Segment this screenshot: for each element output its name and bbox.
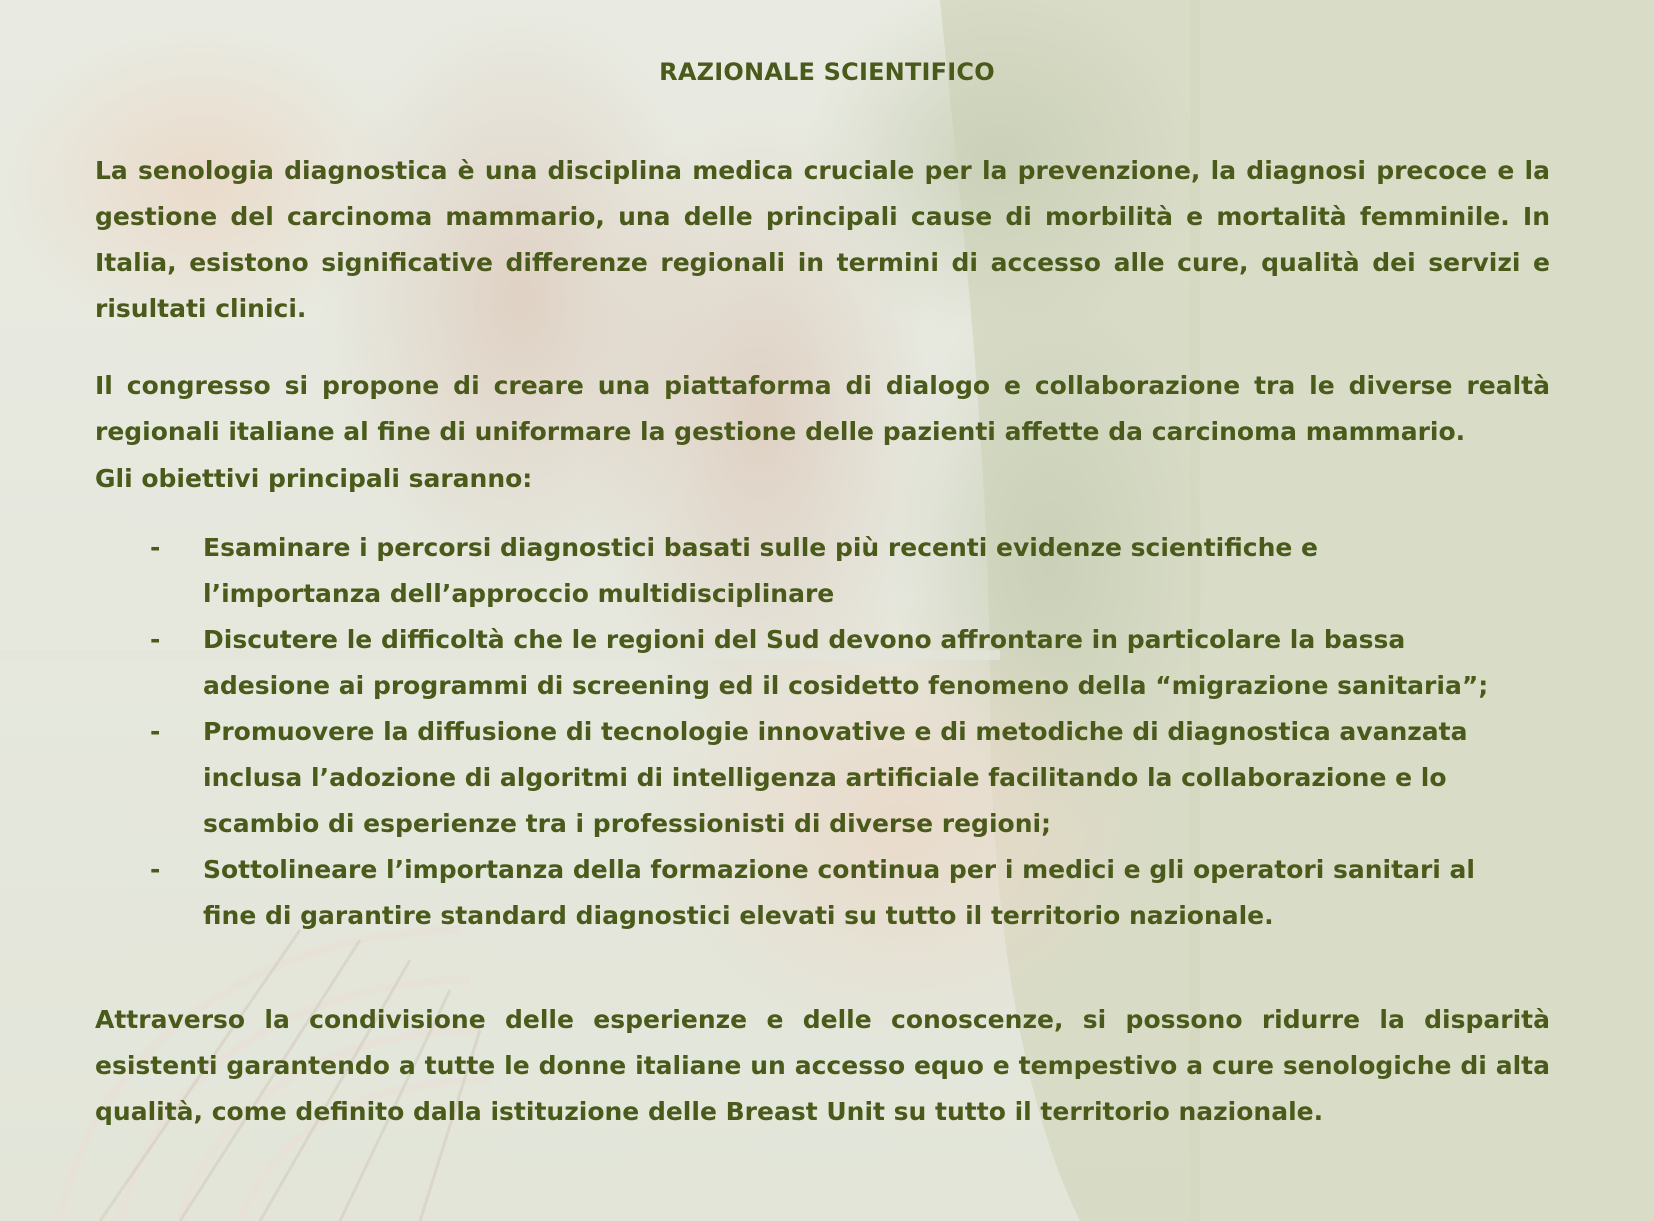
list-item-text: Promuovere la diffusione di tecnologie innovative e di metodiche di diagnostica avanzata inclusa l’adozione di algoritmi di intelligenza artificiale facilitando la collaborazione e lo scambio di esperienze tra i professionisti di diverse regioni;	[203, 717, 1468, 838]
list-item-text: Discutere le difficoltà che le regioni del Sud devono affrontare in particolare la bassa adesione ai programmi di screening ed il cosidetto fenomeno della “migrazione sanitaria”;	[203, 625, 1489, 700]
objectives-list	[95, 525, 1495, 939]
list-item	[95, 617, 1495, 709]
bullet-dash: -	[150, 717, 161, 746]
list-item-text: Esaminare i percorsi diagnostici basati sulle più recenti evidenze scientifiche e l’importanza dell’approccio multidisciplinare	[203, 533, 1318, 608]
bullet-dash: -	[150, 533, 161, 562]
bullet-dash: -	[150, 855, 161, 884]
list-item	[95, 525, 1495, 617]
list-item	[95, 709, 1495, 847]
list-item-text: Sottolineare l’importanza della formazione continua per i medici e gli operatori sanitari al fine di garantire standard diagnostici elevati su tutto il territorio nazionale.	[203, 855, 1475, 930]
bullet-dash: -	[150, 625, 161, 654]
intro-paragraph: La senologia diagnostica è una disciplina medica cruciale per la prevenzione, la diagnosi precoce e la gestione del carcinoma mammario, una delle principali cause di morbilità e mortalità femminile. In Italia, esistono significative differenze regionali in termini di accesso alle cure, qualità dei servizi e risultati clinici.	[95, 156, 1550, 323]
closing-paragraph: Attraverso la condivisione delle esperienze e delle conoscenze, si possono ridurre la disparità esistenti garantendo a tutte le donne italiane un accesso equo e tempestivo a cure senologiche di alta qualità, come definito dalla istituzione delle Breast Unit su tutto il territorio nazionale.	[95, 1005, 1550, 1126]
list-item	[95, 847, 1495, 939]
objectives-heading: Gli obiettivi principali saranno:	[95, 464, 533, 493]
page-title: RAZIONALE SCIENTIFICO	[659, 58, 995, 86]
congress-paragraph: Il congresso si propone di creare una piattaforma di dialogo e collaborazione tra le diverse realtà regionali italiane al fine di uniformare la gestione delle pazienti affette da carcinoma mammario.	[95, 371, 1550, 446]
